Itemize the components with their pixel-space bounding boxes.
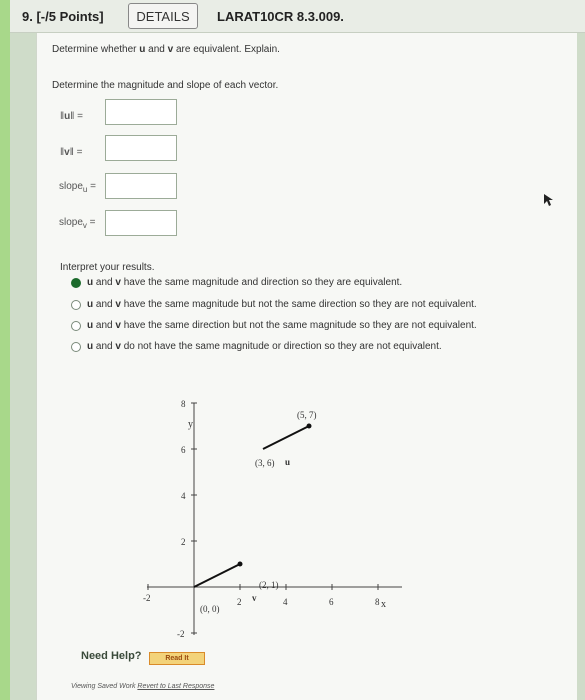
y-tick-label-6: 6 [181, 445, 186, 455]
x-axis-label: x [381, 599, 386, 610]
mouse-cursor-icon [544, 194, 554, 206]
magnitude-v-label: ‖v‖ = [60, 147, 83, 158]
need-help-label: Need Help? [81, 650, 142, 662]
option-4-radio[interactable] [71, 342, 81, 352]
option-2-radio[interactable] [71, 300, 81, 310]
magnitude-v-input[interactable] [105, 135, 177, 161]
vector-u-end-label: (5, 7) [297, 410, 317, 420]
vector-v-head [238, 562, 243, 567]
vector-u-head [307, 424, 312, 429]
interpret-title: Interpret your results. [60, 262, 155, 273]
option-4-label: u and v do not have the same magnitude or direction so they are not equivalent. [87, 341, 442, 352]
points-label: 9. [-/5 Points] [22, 9, 104, 24]
slope-u-input[interactable] [105, 173, 177, 199]
x-tick-label-6: 6 [329, 597, 334, 607]
problem-code: LARAT10CR 8.3.009. [217, 9, 344, 24]
question-header [10, 0, 585, 33]
y-tick-label-neg2: -2 [177, 629, 185, 639]
magnitude-u-label: ‖u‖ = [60, 111, 83, 122]
y-tick-label-4: 4 [181, 491, 186, 501]
read-it-button[interactable]: Read It [149, 652, 205, 665]
x-tick-label-4: 4 [283, 597, 288, 607]
option-3-radio[interactable] [71, 321, 81, 331]
question-prompt: Determine whether u and v are equivalent. Explain. [52, 44, 280, 55]
y-tick-label-8: 8 [181, 399, 186, 409]
left-accent-stripe [0, 0, 10, 700]
details-button[interactable]: DETAILS [128, 3, 198, 29]
slope-v-label: slope$_v$ = [59, 217, 96, 230]
x-tick-label-8: 8 [375, 597, 380, 607]
vector-u-line [263, 426, 309, 449]
y-axis-label: y [188, 419, 193, 430]
y-tick-label-2: 2 [181, 537, 186, 547]
slope-u-label: slope$_u$ = [59, 181, 96, 194]
option-3-label: u and v have the same direction but not the same magnitude so they are not equivalent. [87, 320, 477, 331]
vector-graph [137, 383, 437, 643]
vector-v-end-label: (2, 1) [259, 580, 279, 590]
option-2-label: u and v have the same magnitude but not the same direction so they are not equivalent. [87, 299, 477, 310]
slope-v-input[interactable] [105, 210, 177, 236]
saved-work-footer: Viewing Saved Work Revert to Last Response [71, 683, 215, 690]
instruction-text: Determine the magnitude and slope of each vector. [52, 80, 279, 91]
vector-v-start-label: (0, 0) [200, 604, 220, 614]
question-card [36, 33, 577, 700]
vector-u-label: u [285, 457, 291, 467]
vector-v-label: v [252, 593, 257, 603]
option-1-label: u and v have the same magnitude and direction so they are equivalent. [87, 277, 403, 288]
magnitude-u-input[interactable] [105, 99, 177, 125]
revert-link[interactable]: Revert to Last Response [137, 683, 215, 690]
vector-u-start-label: (3, 6) [255, 458, 275, 468]
x-tick-label-2: 2 [237, 597, 242, 607]
vector-v-line [194, 564, 240, 587]
option-1-radio[interactable] [71, 278, 81, 288]
x-tick-label-neg2: -2 [143, 593, 151, 603]
